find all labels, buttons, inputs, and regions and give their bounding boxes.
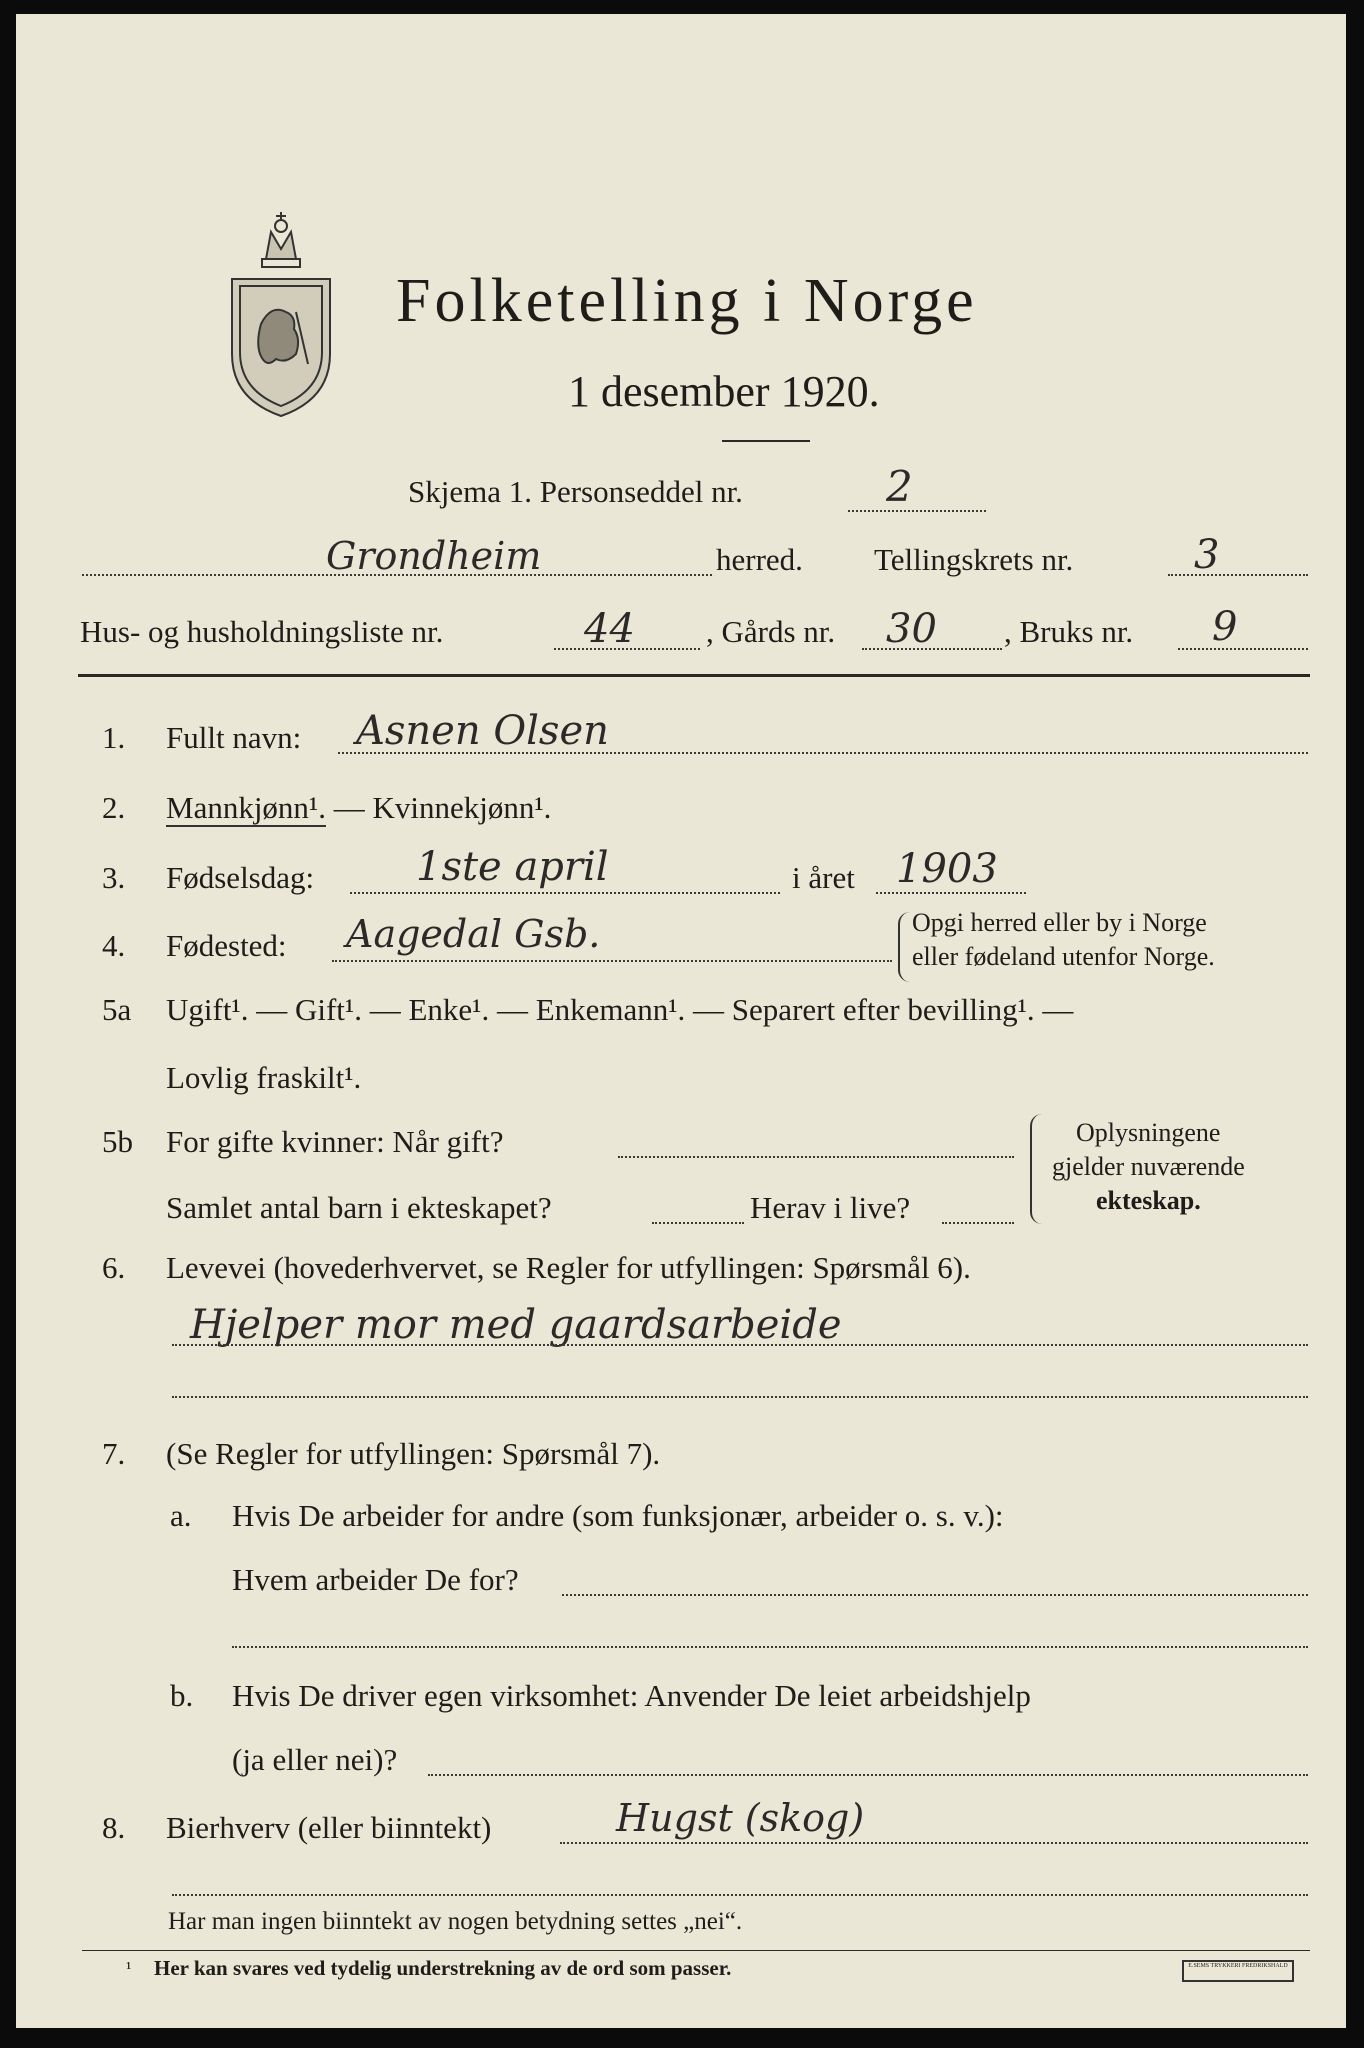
q2-male-option[interactable]: Mannkjønn¹. (166, 790, 326, 825)
q5b-married-label: For gifte kvinner: Når gift? (166, 1124, 504, 1159)
q7b-line1: Hvis De driver egen virksomhet: Anvender De leiet arbeidshjelp (232, 1678, 1031, 1713)
q5b-note-line2: gjelder nuværende (1052, 1152, 1245, 1181)
q5b-alive-label: Herav i live? (750, 1190, 911, 1225)
q3-year-line (876, 892, 1026, 894)
q4-line (332, 960, 892, 962)
q6-line1 (172, 1344, 1308, 1346)
q5b-note-bracket (1030, 1114, 1044, 1224)
tellingskrets-label: Tellingskrets nr. (874, 542, 1074, 577)
q2-separator: — (325, 790, 373, 825)
q1-full-name[interactable]: Asnen Olsen (356, 708, 609, 754)
q3-label: Fødselsdag: (166, 860, 315, 895)
census-form-page (16, 14, 1346, 2028)
q7a-line2: Hvem arbeider De for? (232, 1562, 519, 1597)
gards-label: , Gårds nr. (706, 614, 836, 649)
title-divider (722, 440, 810, 442)
herred-value[interactable]: Grondheim (326, 534, 542, 578)
footnote: Her kan svares ved tydelig understrekning av de ord som passer. (154, 1956, 732, 1980)
q8-line1 (560, 1842, 1308, 1844)
printer-stamp: E.SEMS TRYKKERI FREDRIKSHALD (1182, 1960, 1294, 1982)
herred-label: herred. (716, 542, 803, 577)
q6-occupation[interactable]: Hjelper mor med gaardsarbeide (190, 1302, 842, 1348)
q7a-line1: Hvis De arbeider for andre (som funksjonær, arbeider o. s. v.): (232, 1498, 1004, 1533)
header-divider (78, 674, 1310, 677)
q5b-alive-line (942, 1222, 1014, 1224)
tellingskrets-nr[interactable]: 3 (1194, 532, 1220, 578)
q7a-line-field2 (232, 1646, 1308, 1648)
q1-label: Fullt navn: (166, 720, 302, 755)
q1-number: 1. (102, 720, 126, 755)
q7-number: 7. (102, 1436, 126, 1471)
q8-number: 8. (102, 1810, 126, 1845)
q5b-number: 5b (102, 1124, 133, 1159)
husliste-label: Hus- og husholdningsliste nr. (80, 614, 444, 649)
tellingskrets-line (1168, 574, 1308, 576)
q6-label: Levevei (hovederhvervet, se Regler for utfyllingen: Spørsmål 6). (166, 1250, 971, 1285)
personseddel-nr[interactable]: 2 (886, 462, 913, 511)
q4-note-line2: eller fødeland utenfor Norge. (912, 942, 1215, 971)
q6-number: 6. (102, 1250, 126, 1285)
q7a-number: a. (170, 1498, 192, 1533)
footer-divider (82, 1950, 1310, 1951)
bruks-nr[interactable]: 9 (1212, 604, 1238, 650)
q4-note-bracket (898, 912, 910, 982)
q3-number: 3. (102, 860, 126, 895)
q4-note-line1: Opgi herred eller by i Norge (912, 908, 1207, 937)
q4-number: 4. (102, 928, 126, 963)
q7-label: (Se Regler for utfyllingen: Spørsmål 7). (166, 1436, 661, 1471)
personseddel-line (848, 510, 986, 512)
footer-note: Har man ingen biinntekt av nogen betydning settes „nei“. (168, 1908, 743, 1935)
bruks-label: , Bruks nr. (1004, 614, 1134, 649)
q5a-number: 5a (102, 992, 132, 1027)
q7b-line2: (ja eller nei)? (232, 1742, 398, 1777)
q4-birthplace[interactable]: Aagedal Gsb. (346, 912, 601, 956)
q4-label: Fødested: (166, 928, 287, 963)
q3-year-label: i året (792, 860, 855, 895)
skjema-label: Skjema 1. Personseddel nr. (408, 474, 743, 509)
footnote-mark: ¹ (126, 1958, 132, 1978)
q3-birth-date[interactable]: 1ste april (416, 844, 609, 890)
page-title: Folketelling i Norge (396, 267, 978, 335)
q7a-line-field (562, 1594, 1308, 1596)
q5b-children-label: Samlet antal barn i ekteskapet? (166, 1190, 552, 1225)
census-date: 1 desember 1920. (568, 367, 880, 416)
q8-label: Bierhverv (eller biinntekt) (166, 1810, 492, 1845)
q5a-marital-status[interactable]: Ugift¹. — Gift¹. — Enke¹. — Enkemann¹. — Separert efter bevilling¹. — (166, 992, 1074, 1027)
q2-gender (166, 790, 551, 826)
q7b-number: b. (170, 1678, 194, 1713)
q5a-divorced[interactable]: Lovlig fraskilt¹. (166, 1060, 362, 1095)
q5b-married-line (618, 1156, 1014, 1158)
q6-line2 (172, 1396, 1308, 1398)
q8-line2 (172, 1894, 1308, 1896)
q2-female-option[interactable]: Kvinnekjønn¹. (372, 790, 552, 825)
q2-number: 2. (102, 790, 126, 825)
norway-coat-of-arms-icon (226, 204, 336, 424)
q8-side-income[interactable]: Hugst (skog) (616, 1796, 865, 1840)
q5b-note-line3: ekteskap. (1096, 1186, 1201, 1215)
q5b-note-line1: Oplysningene (1076, 1118, 1221, 1147)
q5b-children-line (652, 1222, 744, 1224)
bruks-line (1178, 648, 1308, 650)
q3-date-line (350, 892, 780, 894)
q7b-line-field (428, 1774, 1308, 1776)
gards-nr[interactable]: 30 (886, 606, 937, 652)
husliste-nr[interactable]: 44 (584, 606, 635, 652)
q3-birth-year[interactable]: 1903 (896, 846, 998, 892)
